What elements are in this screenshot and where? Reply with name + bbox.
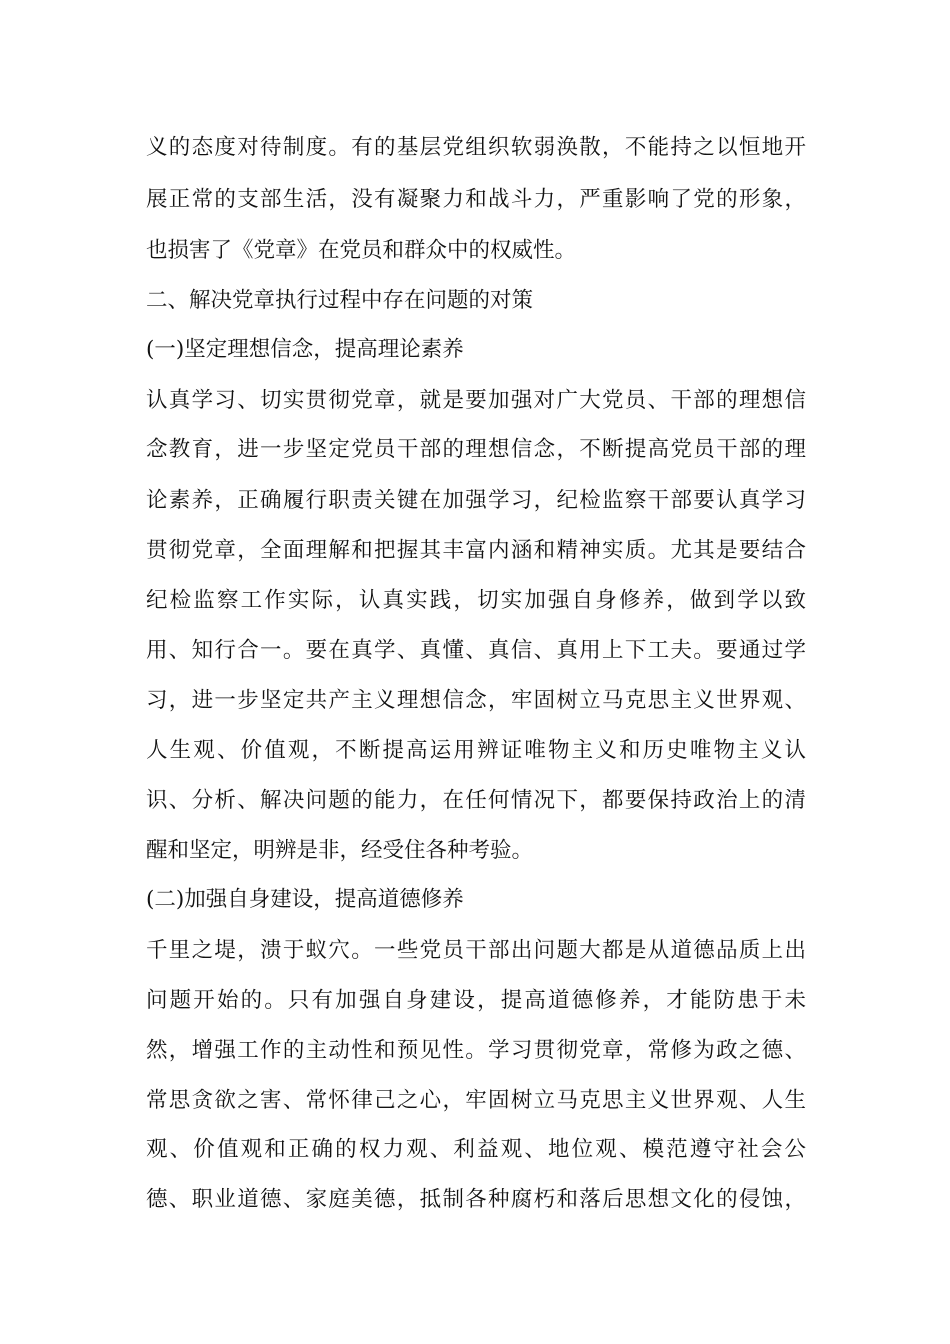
- body-text-line: 念教育，进一步坚定党员干部的理想信念，不断提高党员干部的理: [146, 437, 806, 462]
- body-text-line: 醒和坚定，明辨是非，经受住各种考验。: [146, 838, 534, 863]
- section-heading: 二、解决党章执行过程中存在问题的对策: [146, 288, 534, 313]
- body-text-line: 识、分析、解决问题的能力，在任何情况下，都要保持政治上的清: [146, 788, 806, 813]
- body-text-line: 然，增强工作的主动性和预见性。学习贯彻党章，常修为政之德、: [146, 1038, 806, 1063]
- body-text-line: 千里之堤，溃于蚁穴。一些党员干部出问题大都是从道德品质上出: [146, 938, 806, 963]
- body-text-line: 认真学习、切实贯彻党章，就是要加强对广大党员、干部的理想信: [146, 388, 806, 413]
- body-text-line: 常思贪欲之害、常怀律己之心，牢固树立马克思主义世界观、人生: [146, 1088, 806, 1113]
- body-text-line: 习，进一步坚定共产主义理想信念，牢固树立马克思主义世界观、: [146, 688, 806, 713]
- body-text-line: 观、价值观和正确的权力观、利益观、地位观、模范遵守社会公: [146, 1137, 806, 1162]
- body-text-line: 也损害了《党章》在党员和群众中的权威性。: [146, 238, 577, 263]
- body-text-line: 展正常的支部生活，没有凝聚力和战斗力，严重影响了党的形象，: [146, 187, 806, 212]
- subsection-heading: (二)加强自身建设，提高道德修养: [146, 887, 464, 912]
- body-text-line: 纪检监察工作实际，认真实践，切实加强自身修养，做到学以致: [146, 588, 806, 613]
- body-text-line: 问题开始的。只有加强自身建设，提高道德修养，才能防患于未: [146, 988, 806, 1013]
- body-text-line: 人生观、价值观，不断提高运用辨证唯物主义和历史唯物主义认: [146, 738, 806, 763]
- body-text-line: 义的态度对待制度。有的基层党组织软弱涣散，不能持之以恒地开: [146, 135, 806, 160]
- subsection-heading: (一)坚定理想信念，提高理论素养: [146, 337, 464, 362]
- body-text-line: 贯彻党章，全面理解和把握其丰富内涵和精神实质。尤其是要结合: [146, 538, 806, 563]
- body-text-line: 德、职业道德、家庭美德，抵制各种腐朽和落后思想文化的侵蚀，: [146, 1187, 806, 1212]
- body-text-line: 用、知行合一。要在真学、真懂、真信、真用上下工夫。要通过学: [146, 638, 806, 663]
- body-text-line: 论素养，正确履行职责关键在加强学习，纪检监察干部要认真学习: [146, 488, 806, 513]
